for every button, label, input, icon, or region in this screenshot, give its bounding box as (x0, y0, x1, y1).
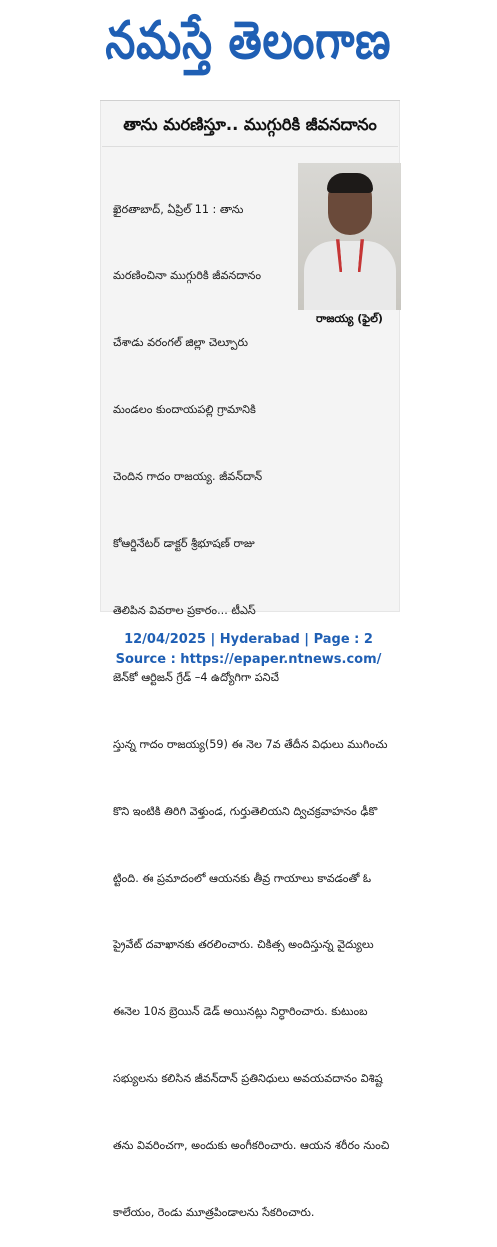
article-line: చెందిన గాదం రాజయ్య. జీవన్‌దాన్ (113, 470, 263, 484)
photo-caption: రాజయ్య (ఫైల్) (316, 312, 383, 325)
article-line: ట్టింది. ఈ ప్రమాదంలో ఆయనకు తీవ్ర గాయాలు కావడంతో ఓ (113, 871, 372, 885)
masthead (0, 0, 497, 80)
date-location-page: 12/04/2025 | Hyderabad | Page : 2 (124, 632, 373, 647)
headline-divider (100, 100, 400, 101)
article-line: తెలిపిన వివరాల ప్రకారం... టీఎస్ (113, 603, 256, 617)
article-headline: తాను మరణిస్తూ.. ముగ్గురికి జీవనదానం (123, 115, 377, 134)
article-line: కాలేయం, రెండు మూత్రపిండాలను సేకరించారు. (113, 1205, 315, 1219)
article-line: మరణించినా ముగ్గురికి జీవనదానం (113, 269, 262, 283)
headline-underline (102, 146, 398, 147)
article-line: మండలం కుందాయపల్లి గ్రామానికి (113, 403, 256, 417)
source-footer (0, 630, 497, 670)
article-line: సభ్యులను కలిసిన జీవన్‌దాన్ ప్రతినిధులు అవయవదానం విశిష్ట (113, 1072, 383, 1086)
article-line: ఈనెల 10న బ్రెయిన్ డెడ్ అయినట్లు నిర్ధారించారు. కుటుంబ (113, 1005, 368, 1019)
article-line: తను వివరించగా, అందుకు అంగీకరించారు. ఆయన శరీరం నుంచి (113, 1139, 390, 1153)
article-body (113, 154, 389, 1247)
article-line: ఖైరతాబాద్, ఏప్రిల్ 11 : తాను (113, 202, 244, 216)
newspaper-title: నమస్తే తెలంగాణ (105, 11, 392, 71)
article-line: స్తున్న గాదం రాజయ్య(59) ఈ నెల 7వ తేదీన విధులు ముగించు (113, 737, 388, 751)
source-link[interactable]: Source : https://epaper.ntnews.com/ (115, 652, 382, 667)
article-line: ప్రైవేట్ దవాఖానకు తరలించారు. చికిత్స అందిస్తున్న వైద్యులు (113, 938, 374, 952)
article-line: జెన్‌కో ఆర్టిజన్ గ్రేడ్ –4 ఉద్యోగిగా పనిచే (113, 670, 280, 684)
article-line: కోఆర్డినేటర్ డాక్టర్ శ్రీభూషణ్ రాజు (113, 537, 255, 551)
article-line: చేశాడు వరంగల్ జిల్లా చెల్పూరు (113, 336, 248, 350)
article-line: కొని ఇంటికి తిరిగి వెళ్తుండ, గుర్తుతెలియని ద్విచక్రవాహనం ఢీకొ (113, 804, 378, 818)
